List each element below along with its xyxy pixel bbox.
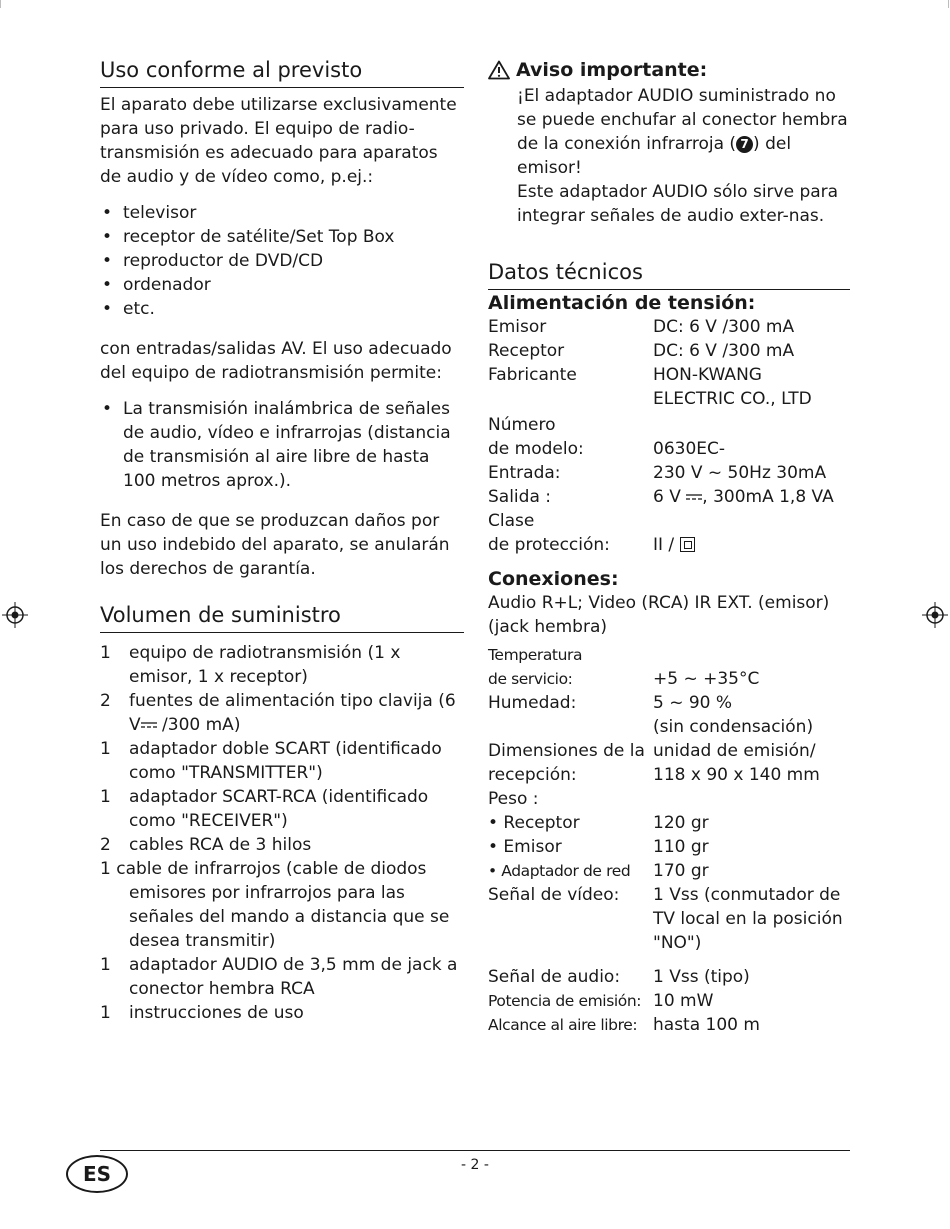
spec-row: recepción: 118 x 90 x 140 mm (488, 765, 820, 785)
spec-row: Emisor DC: 6 V /300 mA (488, 317, 795, 337)
list-item: 1 cable de infrarrojos (cable de diodos emisores por infrarrojos para las señales del mando a distancia que se desea transmitir) (100, 859, 450, 951)
spec-row: Potencia de emisión: 10 mW (488, 991, 714, 1011)
list-item: 1 adaptador doble SCART (identificado como "TRANSMITTER") (100, 739, 442, 783)
list-item: • receptor de satélite/Set Top Box (100, 225, 464, 249)
footer-divider (100, 1150, 850, 1151)
list-item: • etc. (100, 297, 464, 321)
supply-list (100, 641, 464, 1025)
connections-subheading: Conexiones: (488, 568, 619, 590)
spec-row: Alcance al aire libre: hasta 100 m (488, 1015, 760, 1035)
notice-body: ¡El adaptador AUDIO suministrado no se puede enchufar al conector hembra de la conexión infrarroja ( 7 ) del emisor! Este adaptador AUDIO sólo sirve para integrar señales de audio exter-nas. (517, 86, 848, 226)
spec-row: de modelo: 0630EC- (488, 439, 726, 459)
spec-row: Señal de vídeo: 1 Vss (conmutador de TV local en la posición "NO") (488, 885, 843, 953)
spec-row: de servicio: +5 ~ +35°C (488, 669, 760, 689)
device-list (100, 201, 464, 321)
list-item: • televisor (100, 201, 464, 225)
intended-use-intro: El aparato debe utilizarse exclusivamente para uso privado. El equipo de radio-transmisión es adecuado para aparatos de audio y de vídeo como, p.ej.: (100, 95, 457, 187)
spec-label: Número (488, 415, 556, 435)
list-item: 1 adaptador AUDIO de 3,5 mm de jack a conector hembra RCA (100, 955, 458, 999)
spec-label: Temperatura (488, 646, 583, 664)
spec-label: Clase (488, 511, 535, 531)
left-column (100, 56, 464, 1025)
spec-row: Entrada: 230 V ~ 50Hz 30mA (488, 463, 827, 483)
list-item: 2 cables RCA de 3 hilos (100, 835, 312, 855)
dc-symbol-icon (141, 720, 157, 730)
list-item: 1 adaptador SCART-RCA (identificado como "RECEIVER") (100, 787, 429, 831)
tech-data-heading: Datos técnicos (488, 258, 850, 290)
warning-triangle-icon (488, 60, 510, 80)
page-number: - 2 - (461, 1157, 489, 1173)
warranty-text: En caso de que se produzcan daños por un uso indebido del aparato, se anularán los derechos de garantía. (100, 511, 450, 579)
crop-mark-top-right (948, 0, 949, 8)
connections-text: Audio R+L; Video (RCA) IR EXT. (emisor) (jack hembra) (488, 593, 830, 637)
dc-symbol-icon (686, 492, 702, 502)
right-column (488, 56, 850, 1037)
language-badge: ES (66, 1155, 128, 1193)
crop-mark-top-left (0, 0, 1, 8)
spec-row: de protección: II / (488, 533, 850, 557)
spec-row: Humedad: 5 ~ 90 % (sin condensación) (488, 693, 814, 737)
power-supply-subheading: Alimentación de tensión: (488, 292, 756, 314)
spec-row: • Receptor 120 gr (488, 813, 709, 833)
spec-row: Señal de audio: 1 Vss (tipo) (488, 967, 750, 987)
protection-class-ii-icon (680, 537, 695, 552)
spec-row: Salida : 6 V , 300mA 1,8 VA (488, 487, 834, 507)
permits-text: con entradas/salidas AV. El uso adecuado del equipo de radiotransmisión permite: (100, 339, 452, 383)
spec-row: Fabricante HON-KWANG ELECTRIC CO., LTD (488, 365, 812, 409)
spec-row: Receptor DC: 6 V /300 mA (488, 341, 795, 361)
list-item: • reproductor de DVD/CD (100, 249, 464, 273)
list-item: 1 equipo de radiotransmisión (1 x emisor, 1 x receptor) (100, 643, 401, 687)
registration-mark-right-icon (922, 602, 948, 628)
list-item: • ordenador (100, 273, 464, 297)
spec-row: • Emisor 110 gr (488, 837, 709, 857)
weight-label: Peso : (488, 789, 539, 809)
list-item: 1 instrucciones de uso (100, 1003, 304, 1023)
supply-heading: Volumen de suministro (100, 601, 464, 633)
permit-list (100, 397, 464, 493)
registration-mark-left-icon (2, 602, 28, 628)
list-item: 2 fuentes de alimentación tipo clavija (6 V /300 mA) (100, 691, 456, 735)
spec-row: • Adaptador de red 170 gr (488, 861, 709, 881)
spec-row: Dimensiones de la unidad de emisión/ (488, 741, 816, 761)
list-item: • La transmisión inalámbrica de señales de audio, vídeo e infrarrojas (distancia de transmisión al aire libre de hasta 100 metros aprox.). (100, 397, 464, 493)
intended-use-heading: Uso conforme al previsto (100, 56, 464, 88)
reference-number-badge: 7 (736, 136, 753, 153)
notice-heading: Aviso importante: (488, 56, 850, 84)
